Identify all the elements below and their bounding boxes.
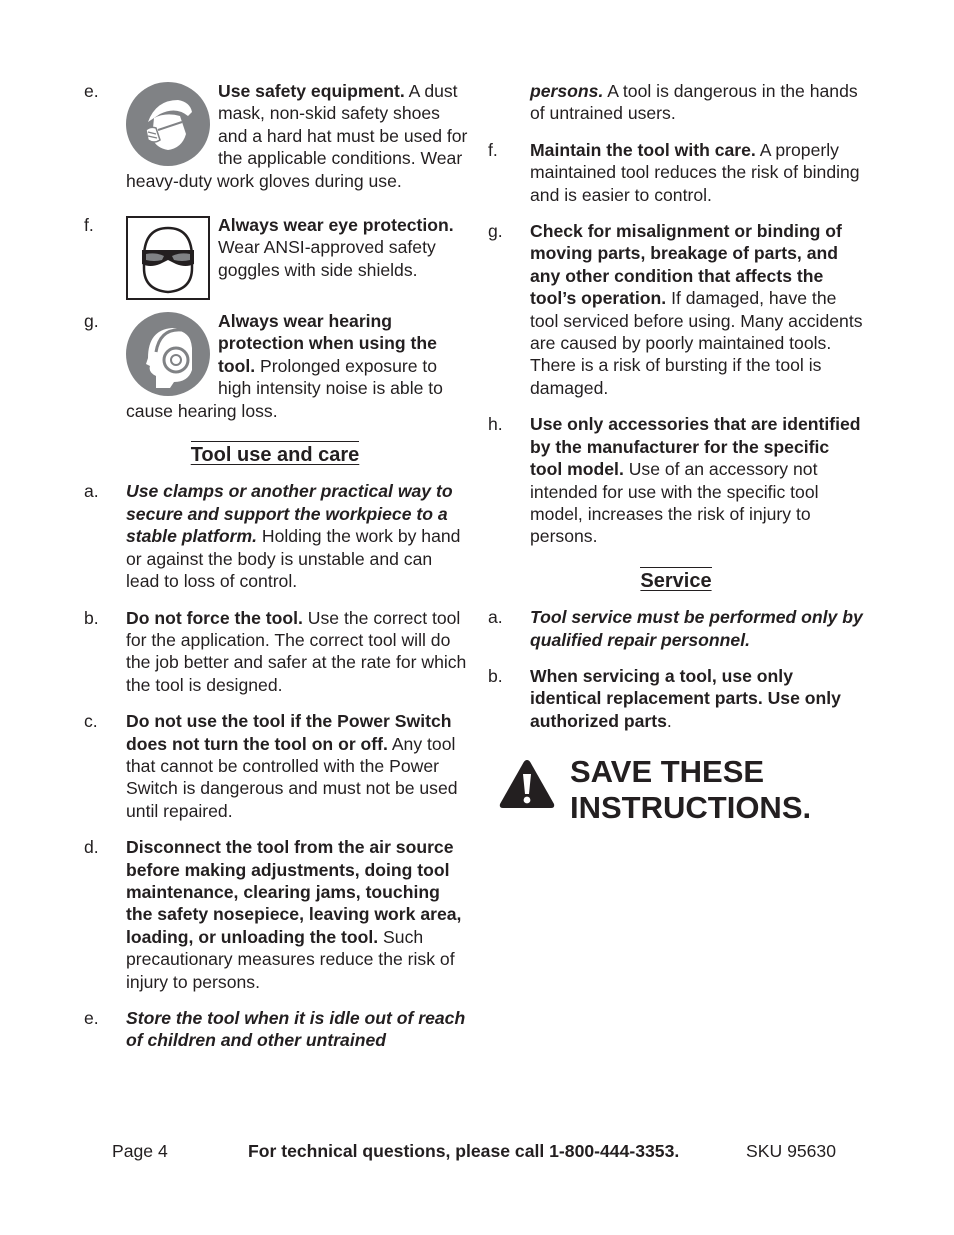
tool-use-item-h [486,413,866,547]
save-instructions-text [570,754,811,826]
item-letter: g. [84,311,99,332]
item-letter: e. [84,81,99,101]
item-lead: Use safety equipment. [218,81,405,101]
item-lead: Disconnect the tool from the air source before making adjustments, doing tool maintenance, clearing jams, touching the safety nosepiece, leaving work area, loading, or unloading the tool. [126,837,462,947]
page-number: Page 4 [112,1141,168,1161]
item-text: A dust mask, non-skid safety shoes and a hard hat must be used for the applicable conditions. Wear heavy-duty work gloves during use. [126,81,468,191]
tool-use-item-a [82,480,468,592]
item-lead: Maintain the tool with care. [530,139,756,160]
item-lead: When servicing a tool, use only identical replacement parts. Use only authorized parts [530,665,841,731]
tool-use-item-e [82,1007,468,1052]
item-letter: f. [84,215,94,236]
service-item-b [486,665,866,732]
item-lead: Always wear hearing protection when using the tool. [218,311,437,376]
item-letter: g. [488,221,503,242]
tool-use-item-g [486,220,866,399]
item-lead: Tool service must be performed only by qualified repair personnel. [530,607,863,650]
tool-use-item-d [82,836,468,993]
item-text: A properly maintained tool reduces the risk of binding and is easier to control. [530,139,860,205]
warning-triangle-icon [498,758,556,815]
tool-use-item-f [486,139,866,206]
item-text: Wear ANSI-approved safety goggles with side shields. [218,237,436,280]
item-letter: a. [84,481,99,502]
right-column [486,80,866,824]
item-lead: Check for misalignment or binding of moving parts, breakage of parts, and any other condition that affects the tool’s operation. [530,221,842,309]
left-column [82,80,468,1066]
item-text: If damaged, have the tool serviced before using. Many accidents are caused by poorly maintained tools. There is a risk of bursting if the tool is damaged. [530,288,863,398]
save-line-2: INSTRUCTIONS. [570,790,812,826]
item-lead: Do not use the tool if the Power Switch does not turn the tool on or off. [126,711,452,754]
tool-use-item-b [82,607,468,697]
item-text: Use the correct tool for the application. The correct tool will do the job better and safer at the rate for which the tool is designed. [126,607,467,695]
save-line-1: SAVE THESE [570,754,765,790]
item-text: Use of an accessory not intended for use with the specific tool model, increases the risk of injury to persons. [530,459,819,547]
item-letter: a. [488,607,503,628]
service-item-a [486,606,866,651]
safety-item-e [82,80,468,192]
safety-goggles-icon [126,216,210,300]
tool-use-item-e-continued [486,80,866,125]
item-text: A tool is dangerous in the hands of untrained users. [530,81,858,124]
item-letter: f. [488,139,498,160]
item-letter: b. [84,607,99,628]
technical-contact: For technical questions, please call 1-800-444-3353. [248,1141,680,1161]
item-letter: h. [488,414,503,435]
item-lead: persons. [530,81,604,101]
item-text: Prolonged exposure to high intensity noise is able to cause hearing loss. [126,355,443,421]
item-text: Such precautionary measures reduce the risk of injury to persons. [126,926,455,992]
item-letter: c. [84,711,98,732]
item-lead: Use clamps or another practical way to secure and support the workpiece to a stable platform. [126,481,453,547]
tool-use-item-c [82,710,468,822]
section-heading-service: Service [486,570,866,592]
item-letter: b. [488,665,503,686]
item-text: Any tool that cannot be controlled with the Power Switch is dangerous and must not be used until repaired. [126,733,458,821]
item-text: . [666,710,672,731]
item-lead: Use only accessories that are identified by the manufacturer for the specific tool model. [530,414,861,480]
section-heading-tool-use: Tool use and care [82,444,468,466]
sku-number: SKU 95630 [746,1141,836,1161]
item-letter: d. [84,837,99,858]
item-lead: Do not force the tool. [126,607,303,628]
save-instructions-block [486,754,866,824]
safety-item-f [82,214,468,300]
safety-item-g [82,310,468,422]
hearing-protection-icon [126,312,210,396]
dust-mask-hard-hat-icon [126,82,210,166]
item-letter: e. [84,1008,99,1028]
item-text: Holding the work by hand or against the body is unstable and can lead to loss of control. [126,526,461,592]
item-lead: Always wear eye protection. [218,215,454,236]
item-lead: Store the tool when it is idle out of reach of children and other untrained [126,1008,466,1051]
